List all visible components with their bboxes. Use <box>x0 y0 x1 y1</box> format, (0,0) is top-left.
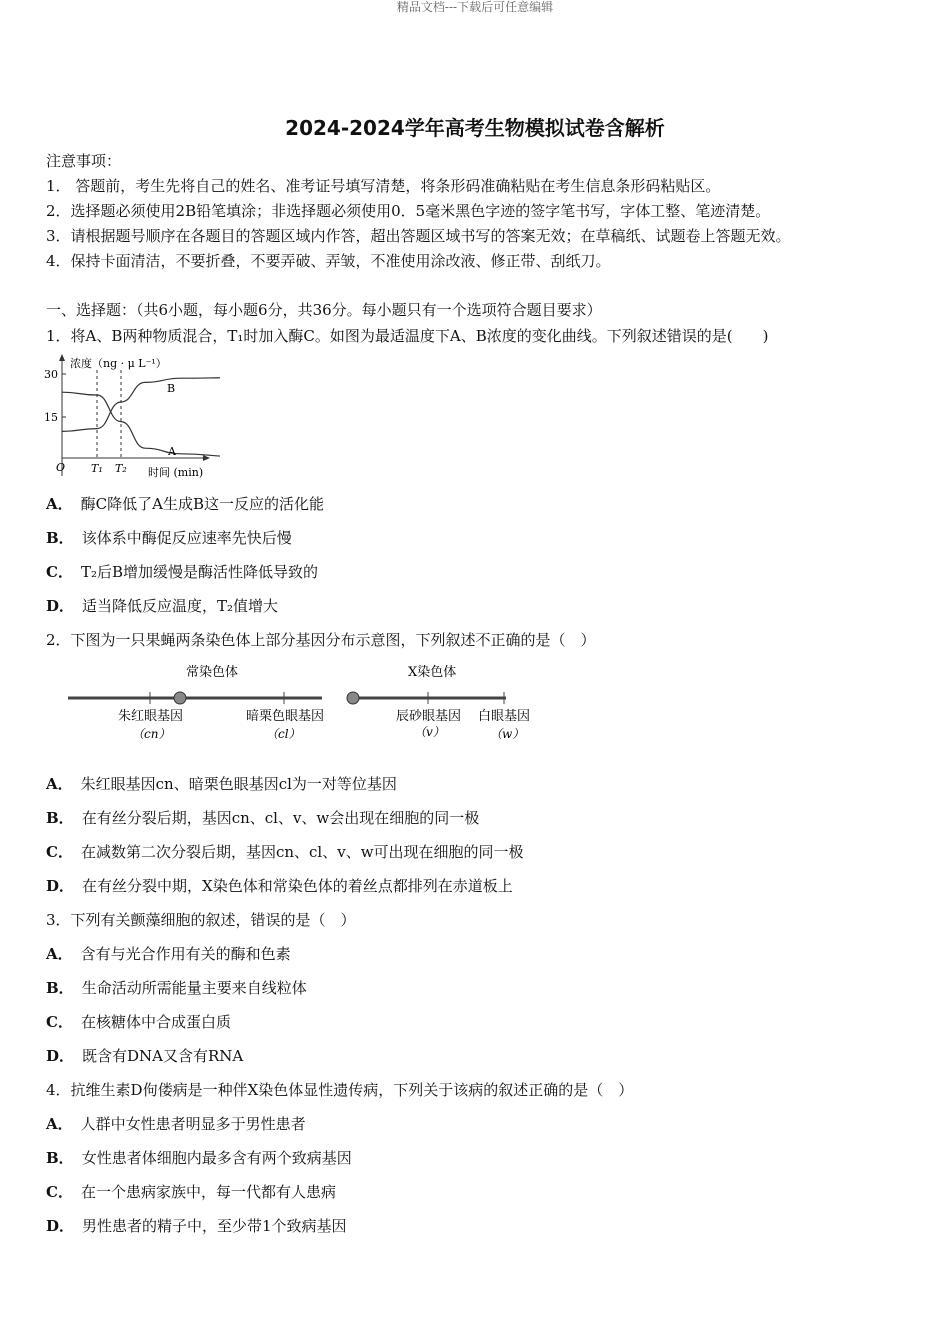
q4-option-b[interactable] <box>46 1148 352 1168</box>
option-text: 在一个患病家族中，每一代都有人患病 <box>80 1183 336 1201</box>
q1-option-a[interactable] <box>46 494 324 514</box>
x-tick-label: T₂ <box>115 462 127 475</box>
gene-symbol-cn: （cn） <box>132 727 171 741</box>
option-text: 在核糖体中合成蛋白质 <box>80 1013 231 1031</box>
option-label: B． <box>46 529 74 547</box>
notice-item: 2．选择题必须使用2B铅笔填涂；非选择题必须使用0．5毫米黑色字迹的签字笔书写，字体工整、笔迹清楚。 <box>46 202 771 220</box>
option-text: 朱红眼基因cn、暗栗色眼基因cl为一对等位基因 <box>80 775 397 793</box>
notice-item: 1． 答题前，考生先将自己的姓名、准考证号填写清楚，将条形码准确粘贴在考生信息条形码粘贴区。 <box>46 177 721 195</box>
notice-item: 3．请根据题号顺序在各题目的答题区域内作答，超出答题区域书写的答案无效；在草稿纸、试题卷上答题无效。 <box>46 227 791 245</box>
option-label: D． <box>46 597 75 615</box>
q4-option-a[interactable] <box>46 1114 306 1134</box>
gene-symbol-cl: （cl） <box>266 727 301 741</box>
autosome-label: 常染色体 <box>186 665 239 680</box>
series-label-b: B <box>167 382 176 395</box>
option-text: 适当降低反应温度，T₂值增大 <box>82 597 279 615</box>
q1-option-b[interactable] <box>46 528 292 548</box>
x-centromere <box>347 692 359 704</box>
x-axis-label: 时间 (min) <box>148 466 204 479</box>
y-tick-label: 30 <box>44 368 58 381</box>
option-text: 在有丝分裂后期，基因cn、cl、v、w会出现在细胞的同一极 <box>81 809 480 827</box>
option-label: A． <box>46 1115 73 1133</box>
gene-symbol-w: （w） <box>490 727 525 741</box>
y-tick-label: 15 <box>44 411 58 424</box>
chart-axes <box>59 354 210 476</box>
concentration-chart <box>40 352 220 484</box>
page-header: 精品文档---下载后可任意编辑 <box>396 0 554 14</box>
q4-option-c[interactable] <box>46 1182 336 1202</box>
notice-heading: 注意事项： <box>46 152 122 170</box>
option-text: 含有与光合作用有关的酶和色素 <box>80 945 291 963</box>
option-label: C． <box>46 563 73 581</box>
y-axis-label: 浓度（ng · μ L⁻¹） <box>70 357 167 370</box>
question-1-stem: 1．将A、B两种物质混合，T₁时加入酶C。如图为最适温度下A、B浓度的变化曲线。下列叙述错误的是( ) <box>46 327 769 345</box>
option-label: D． <box>46 1217 75 1235</box>
option-label: A． <box>46 495 73 513</box>
page-title: 2024-2024学年高考生物模拟试卷含解析 <box>285 116 665 140</box>
q3-option-d[interactable] <box>46 1046 243 1066</box>
q1-option-d[interactable] <box>46 596 278 616</box>
chromosome-diagram <box>60 658 540 748</box>
gene-name-w: 白眼基因 <box>478 709 531 724</box>
option-text: 在有丝分裂中期，X染色体和常染色体的着丝点都排列在赤道板上 <box>82 877 513 895</box>
x-tick-label: T₁ <box>91 462 103 475</box>
option-label: A． <box>46 775 73 793</box>
option-text: 该体系中酶促反应速率先快后慢 <box>81 529 292 547</box>
gene-name-cl: 暗栗色眼基因 <box>246 709 325 724</box>
option-label: B． <box>46 809 74 827</box>
section-heading: 一、选择题：（共6小题，每小题6分，共36分。每小题只有一个选项符合题目要求） <box>46 301 602 319</box>
q3-option-b[interactable] <box>46 978 307 998</box>
series-line-a <box>62 378 220 432</box>
y-axis-arrow <box>59 354 65 361</box>
option-label: B． <box>46 1149 74 1167</box>
question-2-stem: 2．下图为一只果蝇两条染色体上部分基因分布示意图，下列叙述不正确的是（ ） <box>46 631 596 649</box>
x-chromosome-label: X染色体 <box>408 665 457 680</box>
option-text: 女性患者体细胞内最多含有两个致病基因 <box>81 1149 352 1167</box>
q2-option-c[interactable] <box>46 842 524 862</box>
q3-option-c[interactable] <box>46 1012 231 1032</box>
option-label: C． <box>46 843 73 861</box>
option-label: D． <box>46 1047 75 1065</box>
option-text: 人群中女性患者明显多于男性患者 <box>80 1115 306 1133</box>
q1-option-c[interactable] <box>46 562 318 582</box>
q2-option-a[interactable] <box>46 774 397 794</box>
option-text: 在减数第二次分裂后期，基因cn、cl、v、w可出现在细胞的同一极 <box>80 843 524 861</box>
notice-item: 4．保持卡面清洁，不要折叠，不要弄破、弄皱，不准使用涂改液、修正带、刮纸刀。 <box>46 252 611 270</box>
option-label: D． <box>46 877 75 895</box>
autosome-centromere <box>174 692 186 704</box>
question-3-stem: 3．下列有关颤藻细胞的叙述，错误的是（ ） <box>46 911 356 929</box>
x-axis-arrow <box>203 455 210 461</box>
option-label: C． <box>46 1013 73 1031</box>
x-tick-label: O <box>56 461 66 474</box>
option-text: 男性患者的精子中，至少带1个致病基因 <box>82 1217 347 1235</box>
q4-option-d[interactable] <box>46 1216 347 1236</box>
q2-option-b[interactable] <box>46 808 479 828</box>
option-text: 酶C降低了A生成B这一反应的活化能 <box>80 495 324 513</box>
q3-option-a[interactable] <box>46 944 291 964</box>
q2-option-d[interactable] <box>46 876 513 896</box>
gene-name-v: 辰砂眼基因 <box>396 709 462 724</box>
option-text: 既含有DNA又含有RNA <box>82 1047 244 1065</box>
question-4-stem: 4．抗维生素D佝偻病是一种伴X染色体显性遗传病，下列关于该病的叙述正确的是（ ） <box>46 1081 634 1099</box>
gene-name-cn: 朱红眼基因 <box>118 709 184 724</box>
option-label: B． <box>46 979 74 997</box>
series-label-a: A <box>168 445 176 458</box>
option-text: T₂后B增加缓慢是酶活性降低导致的 <box>80 563 318 581</box>
option-label: C． <box>46 1183 73 1201</box>
option-text: 生命活动所需能量主要来自线粒体 <box>81 979 307 997</box>
series-line-b <box>62 392 220 456</box>
option-label: A． <box>46 945 73 963</box>
gene-symbol-v: （v） <box>414 725 445 739</box>
